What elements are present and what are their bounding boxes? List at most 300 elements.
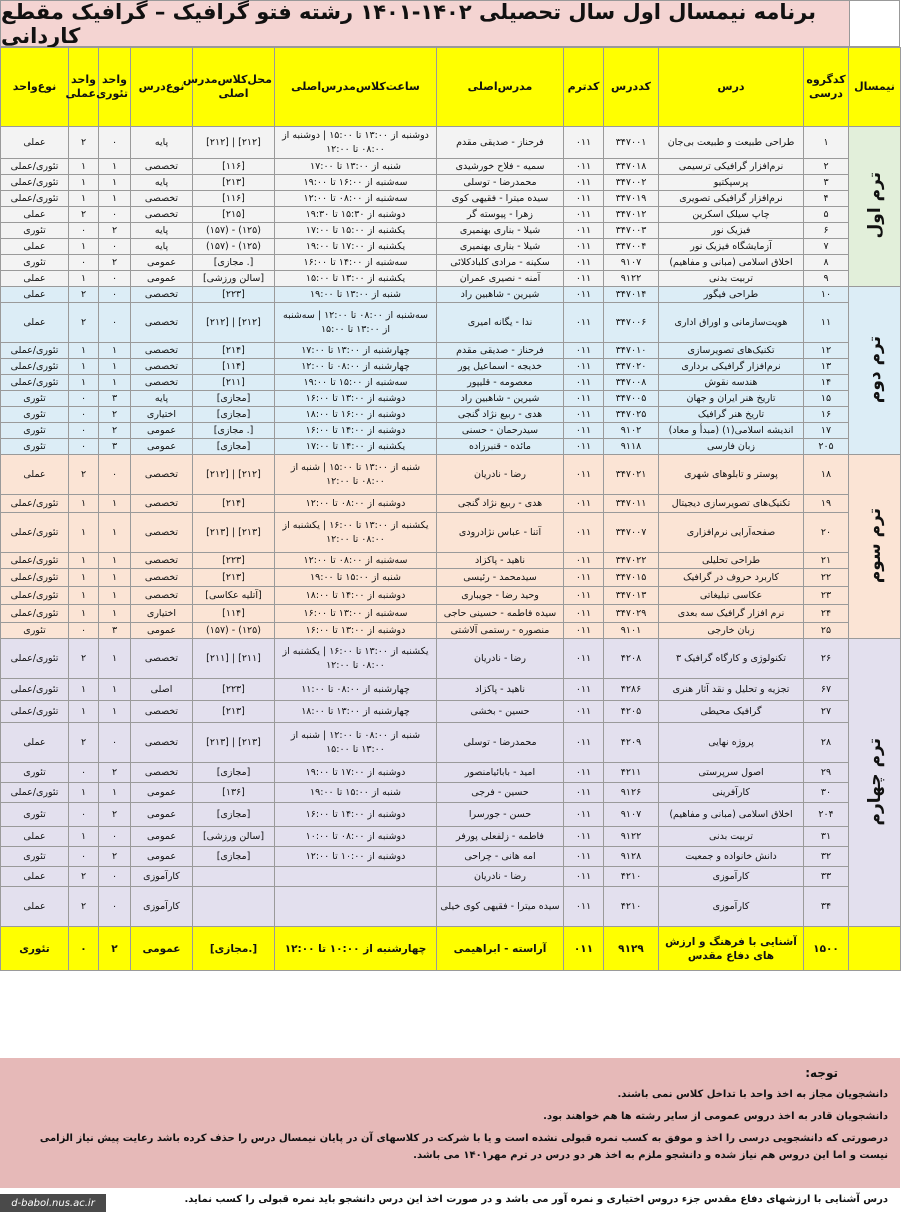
practical-units-cell: ۰	[69, 847, 99, 867]
practical-units-cell: ۱	[69, 679, 99, 701]
table-row	[1, 359, 901, 375]
theory-units-cell: ۳	[99, 439, 131, 455]
unit-type-cell: عملی	[1, 239, 69, 255]
practical-units-cell: ۲	[69, 723, 99, 763]
teacher-cell: فرحناز - صدیقی مقدم	[437, 343, 564, 359]
practical-units-cell: ۰	[69, 223, 99, 239]
time-cell: یکشنبه از ۱۷:۰۰ تا ۱۹:۰۰	[275, 239, 437, 255]
course-code-cell: ۹۱۲۶	[604, 783, 659, 803]
time-cell: دوشنبه از ۱۵:۳۰ تا ۱۹:۳۰	[275, 207, 437, 223]
teacher-cell: رضا - نادریان	[437, 455, 564, 495]
time-cell: دوشنبه از ۱۴:۰۰ تا ۱۸:۰۰	[275, 587, 437, 605]
teacher-cell: امه هانی - چراحی	[437, 847, 564, 867]
unit-type-cell: تئوری	[1, 439, 69, 455]
room-cell	[193, 887, 275, 927]
theory-units-cell: ۲	[99, 927, 131, 971]
practical-units-cell: ۲	[69, 639, 99, 679]
course-code-cell: ۳۴۷۰۱۰	[604, 343, 659, 359]
table-row	[1, 191, 901, 207]
course-code-cell: ۴۲۱۰	[604, 867, 659, 887]
unit-type-cell: تئوری/عملی	[1, 375, 69, 391]
room-cell: [۲۱۱]	[193, 375, 275, 391]
teacher-cell: رضا - نادریان	[437, 867, 564, 887]
room-cell: [آتلیه عکاسی]	[193, 587, 275, 605]
group-code-cell: ۲۴	[804, 605, 849, 623]
table-row	[1, 439, 901, 455]
term-code-cell: ۰۱۱	[564, 723, 604, 763]
theory-units-cell: ۰	[99, 207, 131, 223]
theory-units-cell: ۲	[99, 847, 131, 867]
room-cell: [۲۲۳]	[193, 679, 275, 701]
group-code-cell: ۳۳	[804, 867, 849, 887]
practical-units-cell: ۱	[69, 343, 99, 359]
room-cell: [مجازی]	[193, 847, 275, 867]
time-cell: دوشنبه از ۰۸:۰۰ تا ۱۲:۰۰	[275, 495, 437, 513]
theory-units-cell: ۲	[99, 255, 131, 271]
time-cell: شنبه از ۱۵:۰۰ تا ۱۹:۰۰	[275, 569, 437, 587]
unit-type-cell: عملی	[1, 455, 69, 495]
semester-empty-cell	[849, 927, 901, 971]
course-type-cell: تخصصی	[131, 207, 193, 223]
table-row	[1, 803, 901, 827]
practical-units-cell: ۰	[69, 439, 99, 455]
course-name-cell: زبان فارسی	[659, 439, 804, 455]
term-code-cell: ۰۱۱	[564, 701, 604, 723]
course-type-cell: تخصصی	[131, 359, 193, 375]
header-unit-type: نوع‌واحد	[1, 48, 69, 127]
semester-label-text: ترم دوم	[864, 335, 885, 404]
table-row	[1, 513, 901, 553]
course-name-cell: تربیت بدنی	[659, 271, 804, 287]
table-row	[1, 605, 901, 623]
table-row	[1, 701, 901, 723]
course-name-cell: طراحی فیگور	[659, 287, 804, 303]
title-side-cell	[850, 0, 900, 47]
practical-units-cell: ۱	[69, 495, 99, 513]
unit-type-cell: تئوری/عملی	[1, 513, 69, 553]
page-title: برنامه نیمسال اول سال تحصیلی ۱۴۰۲-۱۴۰۱ رشته فتو گرافیک – گرافیک مقطع کاردانی	[0, 0, 850, 47]
teacher-cell: هدی - ربیع نژاد گنجی	[437, 495, 564, 513]
unit-type-cell: تئوری	[1, 391, 69, 407]
unit-type-cell: تئوری/عملی	[1, 343, 69, 359]
course-type-cell: تخصصی	[131, 763, 193, 783]
table-row	[1, 159, 901, 175]
course-code-cell: ۹۱۰۲	[604, 423, 659, 439]
course-code-cell: ۳۴۷۰۲۱	[604, 455, 659, 495]
course-type-cell: اصلی	[131, 679, 193, 701]
unit-type-cell: تئوری	[1, 763, 69, 783]
theory-units-cell: ۱	[99, 359, 131, 375]
course-type-cell: پایه	[131, 223, 193, 239]
practical-units-cell: ۱	[69, 605, 99, 623]
theory-units-cell: ۲	[99, 423, 131, 439]
time-cell: سه‌شنبه از ۱۶:۰۰ تا ۱۹:۰۰	[275, 175, 437, 191]
course-code-cell: ۳۴۷۰۱۴	[604, 287, 659, 303]
room-cell: [. مجازی]	[193, 255, 275, 271]
room-cell: [۲۱۱] | [۲۱۱]	[193, 639, 275, 679]
header-time: ساعت‌کلاس‌مدرس‌اصلی	[275, 48, 437, 127]
course-code-cell: ۳۴۷۰۱۲	[604, 207, 659, 223]
table-row	[1, 623, 901, 639]
header-teacher: مدرس‌اصلی	[437, 48, 564, 127]
time-cell: سه‌شنبه از ۰۸:۰۰ تا ۱۲:۰۰	[275, 191, 437, 207]
room-cell: [مجازی]	[193, 407, 275, 423]
table-row	[1, 553, 901, 569]
practical-units-cell: ۱	[69, 569, 99, 587]
group-code-cell: ۲۶	[804, 639, 849, 679]
course-name-cell: طراحی طبیعت و طبیعت بی‌جان	[659, 127, 804, 159]
term-code-cell: ۰۱۱	[564, 639, 604, 679]
group-code-cell: ۵	[804, 207, 849, 223]
teacher-cell: زهرا - پیوسته گر	[437, 207, 564, 223]
unit-type-cell: تئوری/عملی	[1, 175, 69, 191]
course-name-cell: تجزیه و تحلیل و نقد آثار هنری	[659, 679, 804, 701]
term-code-cell: ۰۱۱	[564, 223, 604, 239]
course-type-cell: پایه	[131, 175, 193, 191]
semester-label	[849, 287, 901, 455]
theory-units-cell: ۱	[99, 375, 131, 391]
practical-units-cell: ۲	[69, 303, 99, 343]
course-code-cell: ۴۲۰۵	[604, 701, 659, 723]
course-name-cell: چاپ سیلک اسکرین	[659, 207, 804, 223]
time-cell: یکشنبه از ۱۵:۰۰ تا ۱۷:۰۰	[275, 223, 437, 239]
theory-units-cell: ۰	[99, 303, 131, 343]
room-cell: [۲۱۵]	[193, 207, 275, 223]
table-row	[1, 867, 901, 887]
table-row	[1, 255, 901, 271]
unit-type-cell: تئوری	[1, 223, 69, 239]
table-row	[1, 175, 901, 191]
unit-type-cell: تئوری	[1, 255, 69, 271]
group-code-cell: ۱۵۰۰	[804, 927, 849, 971]
unit-type-cell: تئوری/عملی	[1, 701, 69, 723]
course-code-cell: ۳۴۷۰۰۵	[604, 391, 659, 407]
theory-units-cell: ۱	[99, 783, 131, 803]
term-code-cell: ۰۱۱	[564, 239, 604, 255]
time-cell: شنبه از ۰۸:۰۰ تا ۱۲:۰۰ | شنبه از ۱۳:۰۰ تا ۱۵:۰۰	[275, 723, 437, 763]
time-cell: سه‌شنبه از ۱۳:۰۰ تا ۱۶:۰۰	[275, 605, 437, 623]
theory-units-cell: ۳	[99, 391, 131, 407]
teacher-cell: معصومه - قلیپور	[437, 375, 564, 391]
theory-units-cell: ۱	[99, 343, 131, 359]
theory-units-cell: ۱	[99, 553, 131, 569]
unit-type-cell: تئوری/عملی	[1, 359, 69, 375]
theory-units-cell: ۰	[99, 867, 131, 887]
term-code-cell: ۰۱۱	[564, 255, 604, 271]
theory-units-cell: ۱	[99, 495, 131, 513]
group-code-cell: ۱۳	[804, 359, 849, 375]
course-code-cell: ۹۱۰۷	[604, 255, 659, 271]
term-code-cell: ۰۱۱	[564, 175, 604, 191]
header-semester: نیمسال	[849, 48, 901, 127]
term-code-cell: ۰۱۱	[564, 359, 604, 375]
room-cell: [سالن ورزشی]	[193, 827, 275, 847]
course-name-cell: دانش خانواده و جمعیت	[659, 847, 804, 867]
theory-units-cell: ۰	[99, 723, 131, 763]
unit-type-cell: عملی	[1, 127, 69, 159]
course-name-cell: تربیت بدنی	[659, 827, 804, 847]
teacher-cell: ندا - یگانه امیری	[437, 303, 564, 343]
theory-units-cell: ۱	[99, 587, 131, 605]
course-code-cell: ۹۱۲۹	[604, 927, 659, 971]
table-row	[1, 423, 901, 439]
teacher-cell: شیرین - شاهبین راد	[437, 391, 564, 407]
highlight-row	[1, 927, 901, 971]
teacher-cell: حسن - جورسرا	[437, 803, 564, 827]
teacher-cell: امید - بابائیامنصور	[437, 763, 564, 783]
group-code-cell: ۲۳	[804, 587, 849, 605]
term-code-cell: ۰۱۱	[564, 569, 604, 587]
group-code-cell: ۶	[804, 223, 849, 239]
time-cell: چهارشنبه از ۰۸:۰۰ تا ۱۲:۰۰	[275, 359, 437, 375]
room-cell: [۱۱۶]	[193, 159, 275, 175]
schedule-table	[0, 47, 901, 971]
course-type-cell: تخصصی	[131, 495, 193, 513]
table-row	[1, 407, 901, 423]
room-cell: [۲۱۳] | [۲۱۳]	[193, 513, 275, 553]
theory-units-cell: ۱	[99, 513, 131, 553]
course-type-cell: تخصصی	[131, 191, 193, 207]
group-code-cell: ۲۸	[804, 723, 849, 763]
room-cell: [. مجازی]	[193, 423, 275, 439]
course-type-cell: تخصصی	[131, 723, 193, 763]
teacher-cell: آراسته - ابراهیمی	[437, 927, 564, 971]
group-code-cell: ۱۵	[804, 391, 849, 407]
course-code-cell: ۴۲۰۹	[604, 723, 659, 763]
time-cell: چهارشنبه از ۱۳:۰۰ تا ۱۷:۰۰	[275, 343, 437, 359]
time-cell: دوشنبه از ۱۳:۰۰ تا ۱۶:۰۰	[275, 623, 437, 639]
room-cell: [۲۱۳]	[193, 701, 275, 723]
course-type-cell: پایه	[131, 127, 193, 159]
table-row	[1, 455, 901, 495]
room-cell: [۱۱۶]	[193, 191, 275, 207]
group-code-cell: ۲۱	[804, 553, 849, 569]
group-code-cell: ۱۹	[804, 495, 849, 513]
time-cell: یکشنبه از ۱۳:۰۰ تا ۱۶:۰۰ | یکشنبه از ۰۸:۰۰ تا ۱۲:۰۰	[275, 639, 437, 679]
table-row	[1, 569, 901, 587]
course-type-cell: کارآموزی	[131, 887, 193, 927]
time-cell: چهارشنبه از ۰۸:۰۰ تا ۱۱:۰۰	[275, 679, 437, 701]
term-code-cell: ۰۱۱	[564, 783, 604, 803]
theory-units-cell: ۰	[99, 271, 131, 287]
time-cell: شنبه از ۱۳:۰۰ تا ۱۹:۰۰	[275, 287, 437, 303]
time-cell: دوشنبه از ۱۳:۰۰ تا ۱۵:۰۰ | دوشنبه از ۰۸:۰۰ تا ۱۲:۰۰	[275, 127, 437, 159]
practical-units-cell: ۱	[69, 359, 99, 375]
room-cell: [۲۱۲] | [۲۱۲]	[193, 127, 275, 159]
course-type-cell: تخصصی	[131, 569, 193, 587]
teacher-cell: ناهید - پاکزاد	[437, 679, 564, 701]
term-code-cell: ۰۱۱	[564, 455, 604, 495]
theory-units-cell: ۱	[99, 191, 131, 207]
group-code-cell: ۱۶	[804, 407, 849, 423]
practical-units-cell: ۰	[69, 927, 99, 971]
teacher-cell: ناهید - پاکزاد	[437, 553, 564, 569]
time-cell: دوشنبه از ۱۷:۰۰ تا ۱۹:۰۰	[275, 763, 437, 783]
group-code-cell: ۶۷	[804, 679, 849, 701]
site-watermark: d-babol.nus.ac.ir	[0, 1194, 106, 1212]
unit-type-cell: تئوری	[1, 927, 69, 971]
teacher-cell: فرحناز - صدیقی مقدم	[437, 127, 564, 159]
course-type-cell: عمومی	[131, 803, 193, 827]
header-course: درس	[659, 48, 804, 127]
unit-type-cell: عملی	[1, 867, 69, 887]
room-cell: [۲۲۳]	[193, 287, 275, 303]
table-row	[1, 287, 901, 303]
header-term-code: کدترم	[564, 48, 604, 127]
unit-type-cell: عملی	[1, 207, 69, 223]
course-type-cell: عمومی	[131, 423, 193, 439]
group-code-cell: ۳۱	[804, 827, 849, 847]
room-cell: [سالن ورزشی]	[193, 271, 275, 287]
course-name-cell: پروژه نهایی	[659, 723, 804, 763]
course-type-cell: عمومی	[131, 271, 193, 287]
teacher-cell: آمنه - نصیری عمران	[437, 271, 564, 287]
room-cell: [مجازی]	[193, 803, 275, 827]
term-code-cell: ۰۱۱	[564, 375, 604, 391]
group-code-cell: ۹	[804, 271, 849, 287]
table-row	[1, 127, 901, 159]
teacher-cell: منصوره - رستمی آلاشتی	[437, 623, 564, 639]
practical-units-cell: ۰	[69, 407, 99, 423]
course-type-cell: تخصصی	[131, 375, 193, 391]
term-code-cell: ۰۱۱	[564, 407, 604, 423]
group-code-cell: ۱۱	[804, 303, 849, 343]
course-code-cell: ۳۴۷۰۱۹	[604, 191, 659, 207]
course-type-cell: اختیاری	[131, 605, 193, 623]
room-cell: [۲۱۲] | [۲۱۲]	[193, 303, 275, 343]
course-type-cell: تخصصی	[131, 639, 193, 679]
course-code-cell: ۳۴۷۰۰۶	[604, 303, 659, 343]
semester-label	[849, 639, 901, 927]
course-type-cell: عمومی	[131, 847, 193, 867]
time-cell: شنبه از ۱۳:۰۰ تا ۱۷:۰۰	[275, 159, 437, 175]
term-code-cell: ۰۱۱	[564, 623, 604, 639]
unit-type-cell: تئوری/عملی	[1, 587, 69, 605]
unit-type-cell: عملی	[1, 887, 69, 927]
term-code-cell: ۰۱۱	[564, 127, 604, 159]
room-cell: [۲۱۴]	[193, 495, 275, 513]
practical-units-cell: ۲	[69, 887, 99, 927]
time-cell: دوشنبه از ۱۴:۰۰ تا ۱۶:۰۰	[275, 423, 437, 439]
table-row	[1, 679, 901, 701]
course-name-cell: آزمایشگاه فیزیک نور	[659, 239, 804, 255]
course-type-cell: تخصصی	[131, 701, 193, 723]
unit-type-cell: تئوری/عملی	[1, 569, 69, 587]
teacher-cell: مائده - قنبرزاده	[437, 439, 564, 455]
term-code-cell: ۰۱۱	[564, 207, 604, 223]
course-type-cell: تخصصی	[131, 513, 193, 553]
teacher-cell: آتنا - عباس نژادرودی	[437, 513, 564, 553]
term-code-cell: ۰۱۱	[564, 553, 604, 569]
course-code-cell: ۹۱۱۸	[604, 439, 659, 455]
table-row	[1, 495, 901, 513]
notes-heading: توجه:	[805, 1066, 838, 1080]
course-name-cell: تاریخ هنر ایران و جهان	[659, 391, 804, 407]
theory-units-cell: ۱	[99, 159, 131, 175]
term-code-cell: ۰۱۱	[564, 847, 604, 867]
course-type-cell: تخصصی	[131, 553, 193, 569]
table-row	[1, 723, 901, 763]
course-code-cell: ۳۴۷۰۰۳	[604, 223, 659, 239]
course-type-cell: پایه	[131, 239, 193, 255]
practical-units-cell: ۱	[69, 271, 99, 287]
unit-type-cell: تئوری/عملی	[1, 191, 69, 207]
unit-type-cell: عملی	[1, 827, 69, 847]
theory-units-cell: ۲	[99, 407, 131, 423]
time-cell	[275, 887, 437, 927]
practical-units-cell: ۰	[69, 763, 99, 783]
table-row	[1, 887, 901, 927]
course-type-cell: تخصصی	[131, 343, 193, 359]
course-name-cell: اخلاق اسلامی (مبانی و مفاهیم)	[659, 803, 804, 827]
practical-units-cell: ۱	[69, 375, 99, 391]
course-code-cell: ۳۴۷۰۱۸	[604, 159, 659, 175]
note-item: دانشجویان مجاز به اخذ واحد با تداخل کلاس نمی باشند.	[617, 1089, 888, 1100]
room-cell: [۱۱۴]	[193, 605, 275, 623]
theory-units-cell: ۱	[99, 605, 131, 623]
practical-units-cell: ۲	[69, 127, 99, 159]
term-code-cell: ۰۱۱	[564, 391, 604, 407]
practical-units-cell: ۲	[69, 287, 99, 303]
room-cell: [۲۱۳] | [۲۱۳]	[193, 723, 275, 763]
course-type-cell: عمومی	[131, 439, 193, 455]
note-item: دانشجویان قادر به اخذ دروس عمومی از سایر رشته ها هم خواهند بود.	[543, 1111, 888, 1122]
theory-units-cell: ۰	[99, 287, 131, 303]
group-code-cell: ۲۲	[804, 569, 849, 587]
practical-units-cell: ۱	[69, 159, 99, 175]
time-cell: یکشنبه از ۱۳:۰۰ تا ۱۶:۰۰ | یکشنبه از ۰۸:۰۰ تا ۱۲:۰۰	[275, 513, 437, 553]
course-name-cell: پوستر و تابلوهای شهری	[659, 455, 804, 495]
practical-units-cell: ۱	[69, 587, 99, 605]
practical-units-cell: ۱	[69, 239, 99, 255]
course-name-cell: زبان خارجی	[659, 623, 804, 639]
note-item: درصورتی که دانشجویی درسی را اخذ و موفق به کسب نمره قبولی نشده است و یا با شرکت در کلاسهای آن در پایان نیمسال درس را حذف کرده باشد رعایت پیش نیاز الزامی نیست و اما این دروس هم نیاز شده و دانشجو ملزم به اخذ هر دو درس در ترم مهر۱۴۰۱ می باشد.	[39, 1133, 888, 1161]
table-row	[1, 783, 901, 803]
teacher-cell: خدیجه - اسماعیل پور	[437, 359, 564, 375]
course-code-cell: ۳۴۷۰۲۵	[604, 407, 659, 423]
time-cell: سه‌شنبه از ۰۸:۰۰ تا ۱۲:۰۰ | سه‌شنبه از ۱۳:۰۰ تا ۱۵:۰۰	[275, 303, 437, 343]
term-code-cell: ۰۱۱	[564, 927, 604, 971]
term-code-cell: ۰۱۱	[564, 679, 604, 701]
group-code-cell: ۱۷	[804, 423, 849, 439]
room-cell: [۲۱۳]	[193, 569, 275, 587]
course-type-cell: عمومی	[131, 827, 193, 847]
header-room: محل‌کلاس‌مدرس اصلی	[193, 48, 275, 127]
course-code-cell: ۴۲۱۰	[604, 887, 659, 927]
table-row	[1, 303, 901, 343]
course-type-cell: تخصصی	[131, 455, 193, 495]
unit-type-cell: تئوری	[1, 623, 69, 639]
time-cell: دوشنبه از ۱۴:۰۰ تا ۱۶:۰۰	[275, 803, 437, 827]
course-code-cell: ۳۴۷۰۰۸	[604, 375, 659, 391]
table-row	[1, 207, 901, 223]
course-name-cell: صفحه‌آرایی نرم‌افزاری	[659, 513, 804, 553]
semester-label-text: ترم سوم	[864, 507, 885, 584]
practical-units-cell: ۲	[69, 867, 99, 887]
course-code-cell: ۳۴۷۰۰۱	[604, 127, 659, 159]
practical-units-cell: ۰	[69, 623, 99, 639]
table-row	[1, 847, 901, 867]
unit-type-cell: تئوری/عملی	[1, 605, 69, 623]
teacher-cell: سیده میترا - فقیهی کوی	[437, 191, 564, 207]
course-code-cell: ۹۱۲۲	[604, 827, 659, 847]
teacher-cell: فاطمه - زلفعلی پورفر	[437, 827, 564, 847]
term-code-cell: ۰۱۱	[564, 303, 604, 343]
time-cell: چهارشنبه از ۱۰:۰۰ تا ۱۲:۰۰	[275, 927, 437, 971]
theory-units-cell: ۱	[99, 679, 131, 701]
unit-type-cell: تئوری	[1, 803, 69, 827]
group-code-cell: ۴	[804, 191, 849, 207]
